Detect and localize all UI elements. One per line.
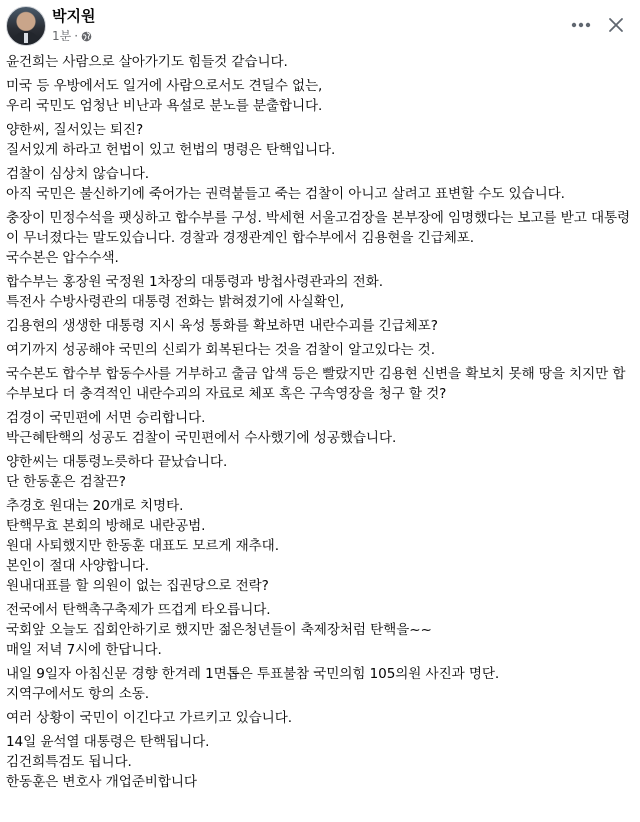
post-paragraph bbox=[6, 316, 634, 336]
post-header bbox=[0, 0, 640, 52]
post-paragraph bbox=[6, 364, 634, 404]
post-line: 양한씨, 질서있는 퇴진? bbox=[6, 122, 144, 138]
post-paragraph bbox=[6, 120, 634, 160]
post-line: 미국 등 우방에서도 일거에 사람으로서도 견딜수 없는, bbox=[6, 78, 323, 94]
post-line: 박근혜탄핵의 성공도 검찰이 국민편에서 수사했기에 성공했습니다. bbox=[6, 430, 397, 446]
post-line: 국수본도 합수부 합동수사를 거부하고 출금 압색 등은 빨랐지만 김용현 신변을 확보치 못해 땅을 치지만 합수부보다 더 충격적인 내란수괴의 자료로 체포 혹은 구속영장을 청구 할 것? bbox=[6, 366, 626, 402]
post-line: 아직 국민은 불신하기에 죽어가는 권력붙들고 죽는 검찰이 아니고 살려고 표변할 수도 있습니다. bbox=[6, 186, 565, 202]
avatar-collar bbox=[24, 33, 28, 43]
post-line: 검경이 국민편에 서면 승리합니다. bbox=[6, 410, 206, 426]
author-name[interactable]: 박지원 bbox=[52, 7, 96, 25]
close-button[interactable] bbox=[604, 13, 628, 37]
more-options-button[interactable] bbox=[570, 14, 592, 36]
post-paragraph bbox=[6, 496, 634, 596]
post-line: 김건희특검도 됩니다. bbox=[6, 754, 132, 770]
post-paragraph bbox=[6, 52, 634, 72]
post-paragraph bbox=[6, 340, 634, 360]
post-line: 한동훈은 변호사 개업준비합니다 bbox=[6, 774, 197, 790]
post-line: 충장이 민정수석을 팻싱하고 합수부를 구성. 박세현 서울고검장을 본부장에 임명했다는 보고를 받고 대통령이 무너졌다는 말도있습니다. 경찰과 경쟁관계인 합수부에서 김용현을 긴급체포. bbox=[6, 210, 631, 246]
post-line: 단 한동훈은 검찰끈? bbox=[6, 474, 126, 490]
post-line: 전국에서 탄핵촉구축제가 뜨겁게 타오릅니다. bbox=[6, 602, 271, 618]
avatar[interactable] bbox=[6, 6, 46, 46]
meta-separator: · bbox=[74, 29, 79, 43]
post-paragraph bbox=[6, 408, 634, 448]
post-paragraph bbox=[6, 732, 634, 792]
post-body bbox=[6, 52, 634, 796]
post-line: 14일 윤석열 대통령은 탄핵됩니다. bbox=[6, 734, 210, 750]
post-line: 김용현의 생생한 대통령 지시 육성 통화를 확보하면 내란수괴를 긴급체포? bbox=[6, 318, 438, 334]
post-line: 양한씨는 대통령노릇하다 끝났습니다. bbox=[6, 454, 228, 470]
post-line: 국회앞 오늘도 집회안하기로 했지만 젊은청년들이 축제장처럼 탄핵을~~ bbox=[6, 622, 432, 638]
post-paragraph bbox=[6, 76, 634, 116]
post-line: 탄핵무효 본회의 방해로 내란공범. bbox=[6, 518, 206, 534]
post-line: 질서있게 하라고 헌법이 있고 헌법의 명령은 탄핵입니다. bbox=[6, 142, 336, 158]
post-line: 여기까지 성공해야 국민의 신뢰가 회복된다는 것을 검찰이 알고있다는 것. bbox=[6, 342, 435, 358]
close-icon bbox=[608, 17, 624, 33]
post-line: 특전사 수방사령관의 대통령 전화는 밝혀졌기에 사실확인, bbox=[6, 294, 345, 310]
post-line: 국수본은 압수수색. bbox=[6, 250, 119, 266]
post-line: 윤건희는 사람으로 살아가기도 힘들것 같습니다. bbox=[6, 54, 288, 70]
post-line: 지역구에서도 항의 소동. bbox=[6, 686, 149, 702]
post-line: 검찰이 심상치 않습니다. bbox=[6, 166, 149, 182]
post-time[interactable]: 1분 bbox=[52, 29, 72, 43]
post-paragraph bbox=[6, 164, 634, 204]
post-paragraph bbox=[6, 600, 634, 660]
more-horizontal-icon bbox=[571, 22, 591, 28]
post-paragraph bbox=[6, 708, 634, 728]
post-paragraph bbox=[6, 664, 634, 704]
post-line: 원내대표를 할 의원이 없는 집권당으로 전락? bbox=[6, 578, 269, 594]
post-meta bbox=[52, 29, 92, 44]
post-line: 여러 상황이 국민이 이긴다고 가르키고 있습니다. bbox=[6, 710, 292, 726]
post-line: 내일 9일자 아침신문 경향 한겨레 1면톱은 투표불참 국민의힘 105의원 사진과 명단. bbox=[6, 666, 500, 682]
post-paragraph bbox=[6, 272, 634, 312]
post-line: 본인이 절대 사양합니다. bbox=[6, 558, 149, 574]
post-paragraph bbox=[6, 452, 634, 492]
post-line: 추경호 원대는 20개로 치명타. bbox=[6, 498, 184, 514]
post-paragraph bbox=[6, 208, 634, 268]
post-line: 우리 국민도 엄청난 비난과 욕설로 분노를 분출합니다. bbox=[6, 98, 323, 114]
post-line: 원대 사퇴했지만 한동훈 대표도 모르게 재추대. bbox=[6, 538, 279, 554]
post-line: 매일 저녁 7시에 한답니다. bbox=[6, 642, 162, 658]
globe-icon[interactable] bbox=[81, 31, 92, 42]
post-line: 합수부는 홍장원 국정원 1차장의 대통령과 방첩사령관과의 전화. bbox=[6, 274, 383, 290]
